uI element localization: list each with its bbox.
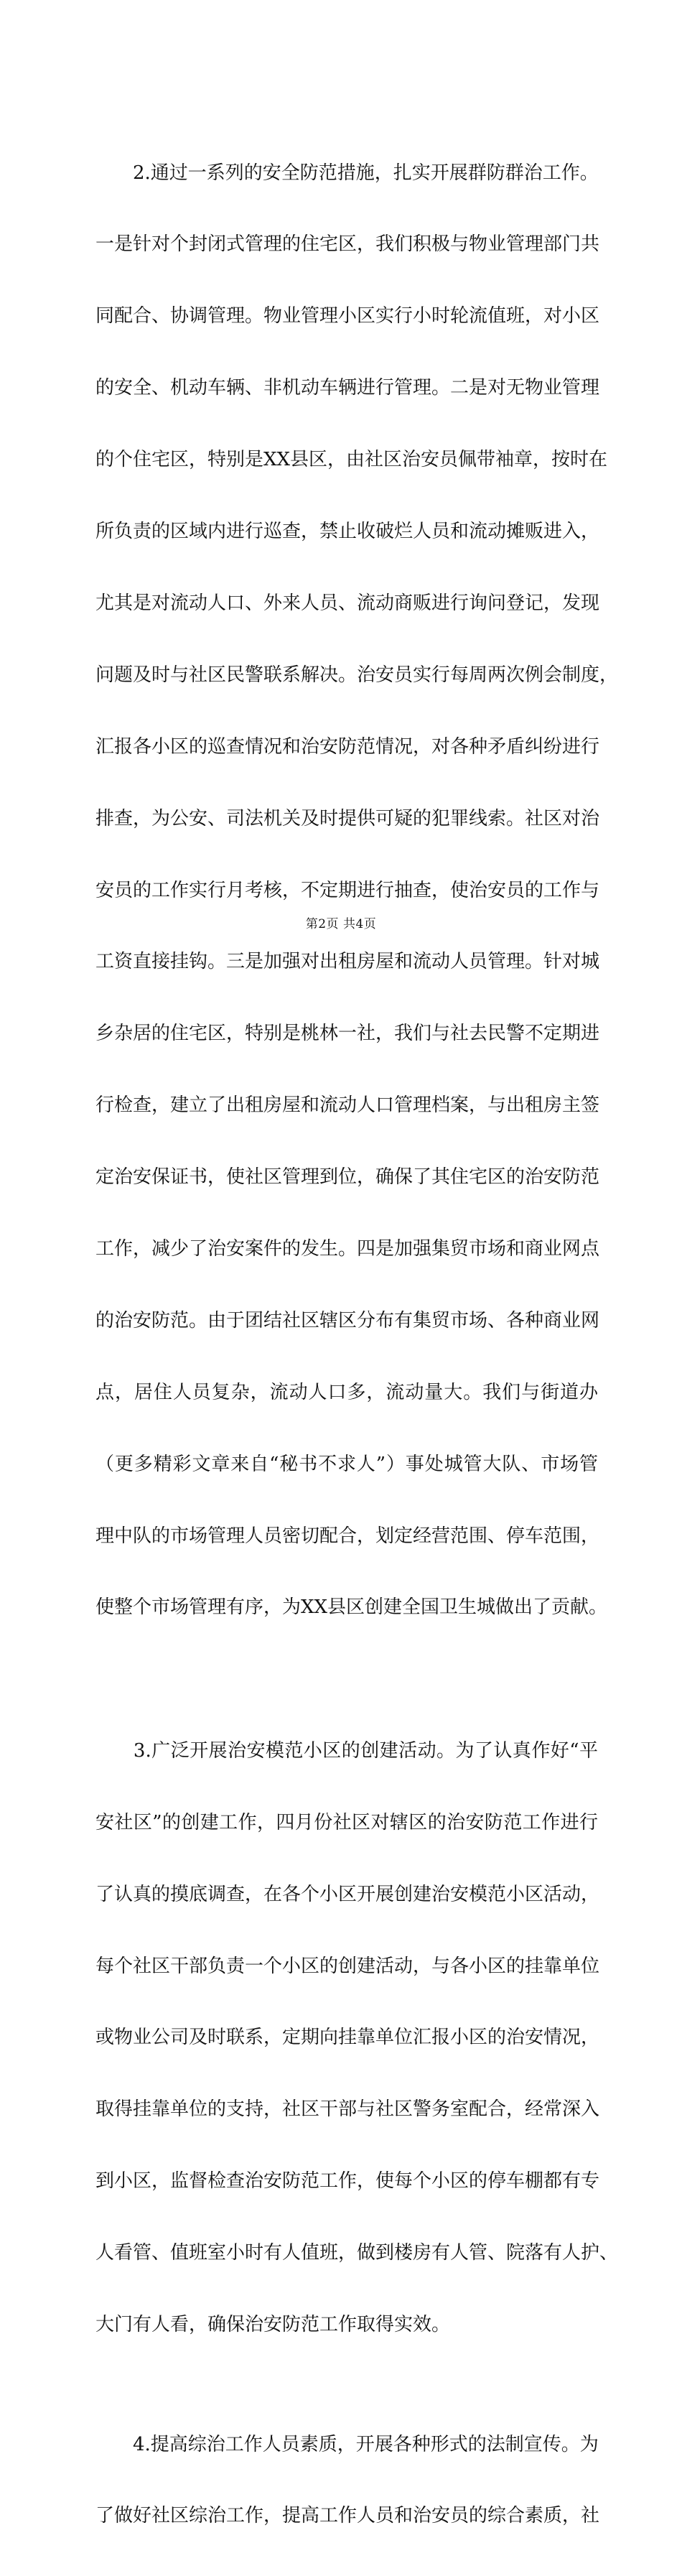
text-line: 到小区，监督检查治安防范工作，使每个小区的停车棚都有专: [95, 2170, 600, 2193]
text-line: 问题及时与社区民警联系解决。治安员实行每周两次例会制度，: [95, 664, 619, 686]
text-line: 理中队的市场管理人员密切配合，划定经营范围、停车范围，: [95, 1525, 600, 1547]
text-line: 了做好社区综治工作，提高工作人员和治安员的综合素质，社: [95, 2505, 600, 2527]
text-line: 大门有人看，确保治安防范工作取得实效。: [95, 2314, 451, 2336]
paragraph-spacer: [95, 1668, 598, 1691]
text-line: 一是针对个封闭式管理的住宅区，我们积极与物业管理部门共: [95, 233, 600, 256]
text-line: 的治安防范。由于团结社区辖区分布有集贸市场、各种商业网: [95, 1309, 600, 1331]
text-line: （更多精彩文章来自“秘书不求人”）事处城管大队、市场管: [95, 1453, 598, 1475]
paragraph-legal-education: [95, 2385, 598, 2576]
text-line: 所负责的区域内进行巡查，禁止收破烂人员和流动摊贩进入，: [95, 521, 600, 543]
text-line: 工作，减少了治安案件的发生。四是加强集贸市场和商业网点: [95, 1237, 600, 1260]
text-line: 尤其是对流动人口、外来人员、流动商贩进行询问登记，发现: [95, 592, 600, 614]
text-line: 安社区”的创建工作，四月份社区对辖区的治安防范工作进行: [95, 1811, 598, 1833]
text-line: 使整个市场管理有序，为XX县区创建全国卫生城做出了贡献。: [95, 1596, 608, 1619]
text-line: 行检查，建立了出租房屋和流动人口管理档案，与出租房主签: [95, 1094, 600, 1117]
text-line: 取得挂靠单位的支持，社区干部与社区警务室配合，经常深入: [95, 2098, 600, 2121]
text-line: 定治安保证书，使社区管理到位，确保了其住宅区的治安防范: [95, 1166, 600, 1189]
text-line: 的个住宅区，特别是XX县区，由社区治安员佩带袖章，按时在: [95, 449, 608, 471]
text-line: 点，居住人员复杂，流动人口多，流动量大。我们与街道办: [95, 1381, 598, 1403]
text-line: 乡杂居的住宅区，特别是桃林一社，我们与社去民警不定期进: [95, 1023, 600, 1045]
page-number-footer: 第2页 共4页: [305, 917, 377, 931]
text-line: 了认真的摸底调查，在各个小区开展创建治安模范小区活动，: [95, 1883, 600, 1905]
text-line: 人看管、值班室小时有人值班，做到楼房有人管、院落有人护、: [95, 2242, 619, 2264]
paragraph-model-community: [95, 1691, 619, 2385]
text-line: 3.广泛开展治安模范小区的创建活动。为了认真作好“平: [95, 1739, 598, 1762]
text-line: 的安全、机动车辆、非机动车辆进行管理。二是对无物业管理: [95, 377, 600, 399]
text-line: 安员的工作实行月考核，不定期进行抽查，使治安员的工作与: [95, 879, 600, 901]
text-line: 排查，为公安、司法机关及时提供可疑的犯罪线索。社区对治: [95, 807, 600, 829]
document-body: [95, 113, 619, 2576]
text-line: 或物业公司及时联系，定期向挂靠单位汇报小区的治安情况，: [95, 2027, 600, 2049]
text-line: 2.通过一系列的安全防范措施，扎实开展群防群治工作。: [95, 162, 599, 184]
text-line: 4.提高综治工作人员素质，开展各种形式的法制宣传。为: [95, 2433, 599, 2455]
text-line: 每个社区干部负责一个小区的创建活动，与各小区的挂靠单位: [95, 1955, 600, 1977]
text-line: 汇报各小区的巡查情况和治安防范情况，对各种矛盾纠纷进行: [95, 735, 600, 758]
text-line: 同配合、协调管理。物业管理小区实行小时轮流值班，对小区: [95, 305, 600, 327]
paragraph-security-measures: [95, 113, 619, 1668]
text-line: 工资直接挂钩。三是加强对出租房屋和流动人员管理。针对城: [95, 951, 600, 973]
